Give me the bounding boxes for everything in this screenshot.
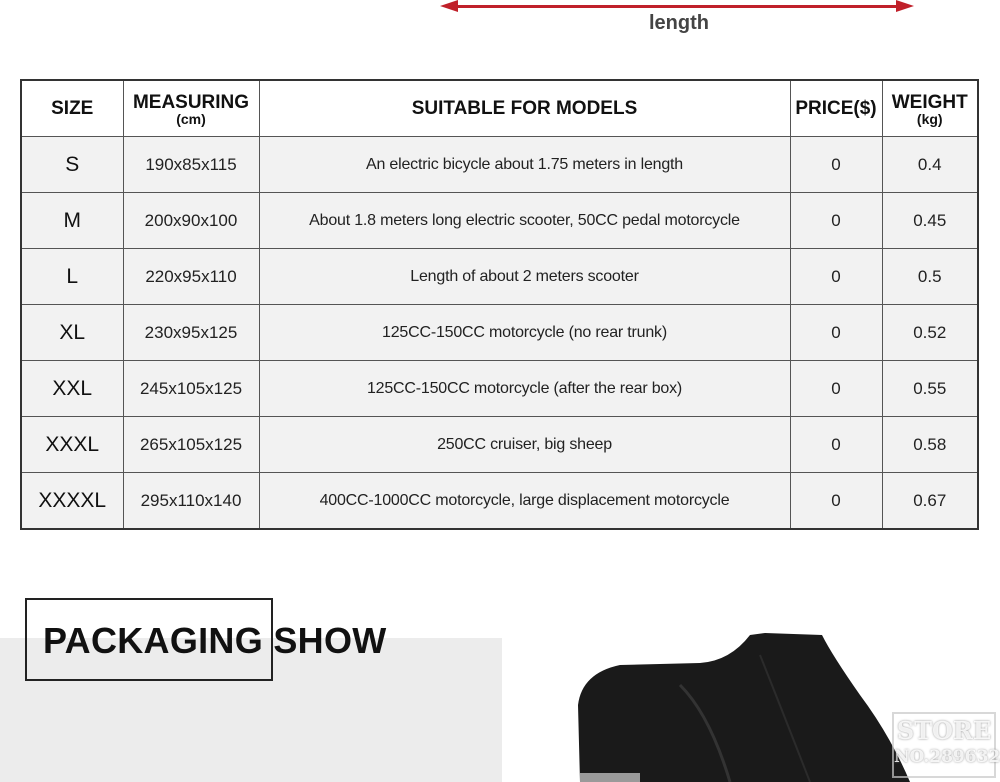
table-row: [21, 193, 978, 249]
weight-cell: 0.5: [882, 249, 978, 305]
weight-cell: 0.58: [882, 417, 978, 473]
header-measuring: [123, 80, 259, 137]
table-row: [21, 305, 978, 361]
table-header-row: [21, 80, 978, 137]
weight-cell: 0.67: [882, 473, 978, 530]
measuring-cell: 220x95x110: [123, 249, 259, 305]
measuring-cell: 200x90x100: [123, 193, 259, 249]
models-cell: 125CC-150CC motorcycle (no rear trunk): [259, 305, 790, 361]
watermark-line1: STORE: [896, 716, 992, 745]
table-row: [21, 137, 978, 193]
weight-cell: 0.45: [882, 193, 978, 249]
table-row: [21, 473, 978, 530]
models-cell: 250CC cruiser, big sheep: [259, 417, 790, 473]
size-cell: XL: [21, 305, 123, 361]
watermark-line2: NO.289632: [894, 747, 1000, 767]
header-measuring-label: MEASURING: [132, 91, 250, 113]
models-cell: About 1.8 meters long electric scooter, 50CC pedal motorcycle: [259, 193, 790, 249]
size-cell: L: [21, 249, 123, 305]
price-cell: 0: [790, 417, 882, 473]
size-table: [20, 79, 979, 530]
measuring-cell: 295x110x140: [123, 473, 259, 530]
header-measuring-unit: (cm): [176, 110, 206, 127]
size-cell: XXXXL: [21, 473, 123, 530]
models-cell: An electric bicycle about 1.75 meters in length: [259, 137, 790, 193]
table-row: [21, 249, 978, 305]
price-cell: 0: [790, 249, 882, 305]
size-cell: M: [21, 193, 123, 249]
size-cell: S: [21, 137, 123, 193]
table-row: [21, 417, 978, 473]
weight-cell: 0.4: [882, 137, 978, 193]
size-cell: XXL: [21, 361, 123, 417]
measuring-cell: 245x105x125: [123, 361, 259, 417]
price-cell: 0: [790, 193, 882, 249]
arrow-line: [454, 5, 900, 8]
header-weight-unit: (kg): [916, 110, 943, 127]
models-cell: 125CC-150CC motorcycle (after the rear box): [259, 361, 790, 417]
section-title: PACKAGING SHOW: [43, 620, 387, 661]
measuring-cell: 265x105x125: [123, 417, 259, 473]
length-label: length: [649, 12, 709, 34]
arrow-head-right-icon: [896, 0, 914, 12]
header-size: SIZE: [21, 80, 123, 137]
measuring-cell: 190x85x115: [123, 137, 259, 193]
price-cell: 0: [790, 305, 882, 361]
models-cell: Length of about 2 meters scooter: [259, 249, 790, 305]
price-cell: 0: [790, 473, 882, 530]
header-weight: [882, 80, 978, 137]
cover-body-shape: [578, 633, 910, 782]
size-cell: XXXL: [21, 417, 123, 473]
weight-cell: 0.55: [882, 361, 978, 417]
measuring-cell: 230x95x125: [123, 305, 259, 361]
header-weight-label: WEIGHT: [891, 91, 968, 113]
price-cell: 0: [790, 361, 882, 417]
weight-cell: 0.52: [882, 305, 978, 361]
models-cell: 400CC-1000CC motorcycle, large displacement motorcycle: [259, 473, 790, 530]
store-watermark: [892, 712, 1000, 778]
reflective-strip: [580, 773, 640, 782]
header-models: SUITABLE FOR MODELS: [259, 80, 790, 137]
price-cell: 0: [790, 137, 882, 193]
header-price: PRICE($): [790, 80, 882, 137]
table-row: [21, 361, 978, 417]
